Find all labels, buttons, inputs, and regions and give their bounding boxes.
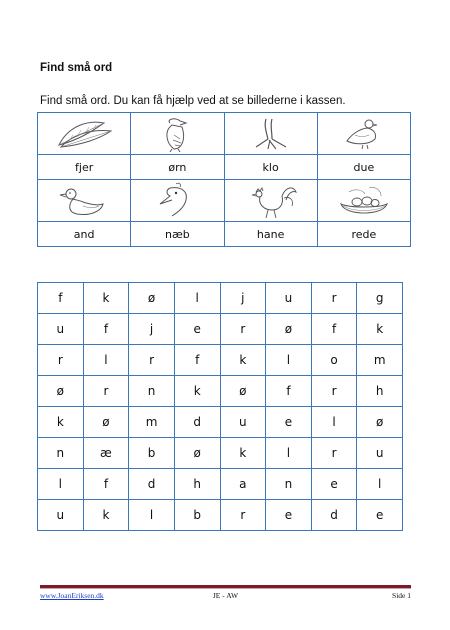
grid-letter[interactable]: l — [38, 469, 84, 500]
grid-letter[interactable]: m — [129, 407, 175, 438]
nest-icon — [329, 182, 399, 220]
grid-letter[interactable]: r — [129, 345, 175, 376]
picture-cell — [131, 113, 224, 155]
grid-letter[interactable]: n — [266, 469, 312, 500]
picture-word: fjer — [38, 155, 131, 180]
grid-letter[interactable]: r — [311, 376, 357, 407]
grid-letter[interactable]: d — [311, 500, 357, 531]
grid-letter[interactable]: o — [311, 345, 357, 376]
letter-grid — [37, 282, 403, 531]
grid-letter[interactable]: a — [220, 469, 266, 500]
word-row — [38, 222, 411, 247]
grid-row — [38, 469, 403, 500]
grid-letter[interactable]: k — [174, 376, 220, 407]
footer-divider-thin — [40, 588, 411, 589]
grid-letter[interactable]: l — [129, 500, 175, 531]
grid-letter[interactable]: b — [129, 438, 175, 469]
grid-letter[interactable]: r — [38, 345, 84, 376]
grid-row — [38, 345, 403, 376]
grid-row — [38, 376, 403, 407]
picture-word: and — [38, 222, 131, 247]
grid-letter[interactable]: d — [174, 407, 220, 438]
grid-letter[interactable]: k — [357, 314, 403, 345]
grid-letter[interactable]: r — [220, 500, 266, 531]
grid-letter[interactable]: j — [129, 314, 175, 345]
grid-letter[interactable]: ø — [174, 438, 220, 469]
rooster-icon — [236, 182, 306, 220]
grid-letter[interactable]: u — [220, 407, 266, 438]
grid-letter[interactable]: g — [357, 283, 403, 314]
grid-row — [38, 407, 403, 438]
grid-letter[interactable]: b — [174, 500, 220, 531]
grid-letter[interactable]: f — [38, 283, 84, 314]
footer-center-text: JE - AW — [212, 591, 239, 600]
picture-word: hane — [224, 222, 317, 247]
grid-letter[interactable]: h — [174, 469, 220, 500]
grid-letter[interactable]: n — [129, 376, 175, 407]
grid-letter[interactable]: ø — [38, 376, 84, 407]
grid-letter[interactable]: e — [266, 500, 312, 531]
grid-letter[interactable]: f — [266, 376, 312, 407]
grid-row — [38, 438, 403, 469]
bird-claw-icon — [236, 115, 306, 153]
picture-cell — [224, 180, 317, 222]
grid-letter[interactable]: k — [83, 500, 129, 531]
grid-letter[interactable]: u — [266, 283, 312, 314]
picture-cell — [131, 180, 224, 222]
pigeon-icon — [329, 115, 399, 153]
grid-letter[interactable]: h — [357, 376, 403, 407]
grid-letter[interactable]: e — [357, 500, 403, 531]
picture-cell — [38, 180, 131, 222]
worksheet-title: Find små ord — [40, 62, 113, 74]
grid-letter[interactable]: l — [357, 469, 403, 500]
grid-letter[interactable]: k — [220, 345, 266, 376]
grid-letter[interactable]: r — [220, 314, 266, 345]
eagle-icon — [142, 115, 212, 153]
feathers-icon — [49, 115, 119, 153]
grid-letter[interactable]: f — [311, 314, 357, 345]
grid-letter[interactable]: u — [38, 500, 84, 531]
picture-word: næb — [131, 222, 224, 247]
grid-letter[interactable]: u — [38, 314, 84, 345]
grid-letter[interactable]: ø — [129, 283, 175, 314]
grid-row — [38, 283, 403, 314]
instruction-text: Find små ord. Du kan få hjælp ved at se billederne i kassen. — [40, 95, 346, 107]
page-footer — [40, 591, 411, 603]
grid-letter[interactable]: l — [311, 407, 357, 438]
grid-letter[interactable]: l — [174, 283, 220, 314]
picture-word: ørn — [131, 155, 224, 180]
grid-letter[interactable]: l — [83, 345, 129, 376]
picture-cell — [224, 113, 317, 155]
grid-letter[interactable]: k — [83, 283, 129, 314]
grid-letter[interactable]: k — [220, 438, 266, 469]
picture-cell — [38, 113, 131, 155]
grid-letter[interactable]: k — [38, 407, 84, 438]
grid-letter[interactable]: ø — [266, 314, 312, 345]
picture-cell — [317, 180, 410, 222]
grid-letter[interactable]: j — [220, 283, 266, 314]
footer-website-link[interactable]: www.JoanEriksen.dk — [40, 591, 104, 600]
grid-row — [38, 314, 403, 345]
grid-letter[interactable]: r — [311, 283, 357, 314]
word-row — [38, 155, 411, 180]
grid-letter[interactable]: m — [357, 345, 403, 376]
picture-row — [38, 180, 411, 222]
picture-word-table — [37, 112, 411, 247]
grid-letter[interactable]: r — [83, 376, 129, 407]
grid-letter[interactable]: f — [174, 345, 220, 376]
bird-beak-icon — [142, 182, 212, 220]
grid-letter[interactable]: æ — [83, 438, 129, 469]
grid-letter[interactable]: u — [357, 438, 403, 469]
grid-letter[interactable]: e — [266, 407, 312, 438]
grid-letter[interactable]: n — [38, 438, 84, 469]
grid-letter[interactable]: l — [266, 438, 312, 469]
grid-letter[interactable]: f — [83, 314, 129, 345]
grid-letter[interactable]: d — [129, 469, 175, 500]
grid-row — [38, 500, 403, 531]
grid-letter[interactable]: ø — [83, 407, 129, 438]
grid-letter[interactable]: ø — [220, 376, 266, 407]
grid-letter[interactable]: ø — [357, 407, 403, 438]
grid-letter[interactable]: f — [83, 469, 129, 500]
picture-cell — [317, 113, 410, 155]
grid-letter[interactable]: r — [311, 438, 357, 469]
picture-word: klo — [224, 155, 317, 180]
grid-letter[interactable]: e — [311, 469, 357, 500]
footer-page-number: Side 1 — [392, 591, 411, 600]
picture-row — [38, 113, 411, 155]
picture-word: rede — [317, 222, 410, 247]
picture-word: due — [317, 155, 410, 180]
grid-letter[interactable]: l — [266, 345, 312, 376]
grid-letter[interactable]: e — [174, 314, 220, 345]
duck-icon — [49, 182, 119, 220]
